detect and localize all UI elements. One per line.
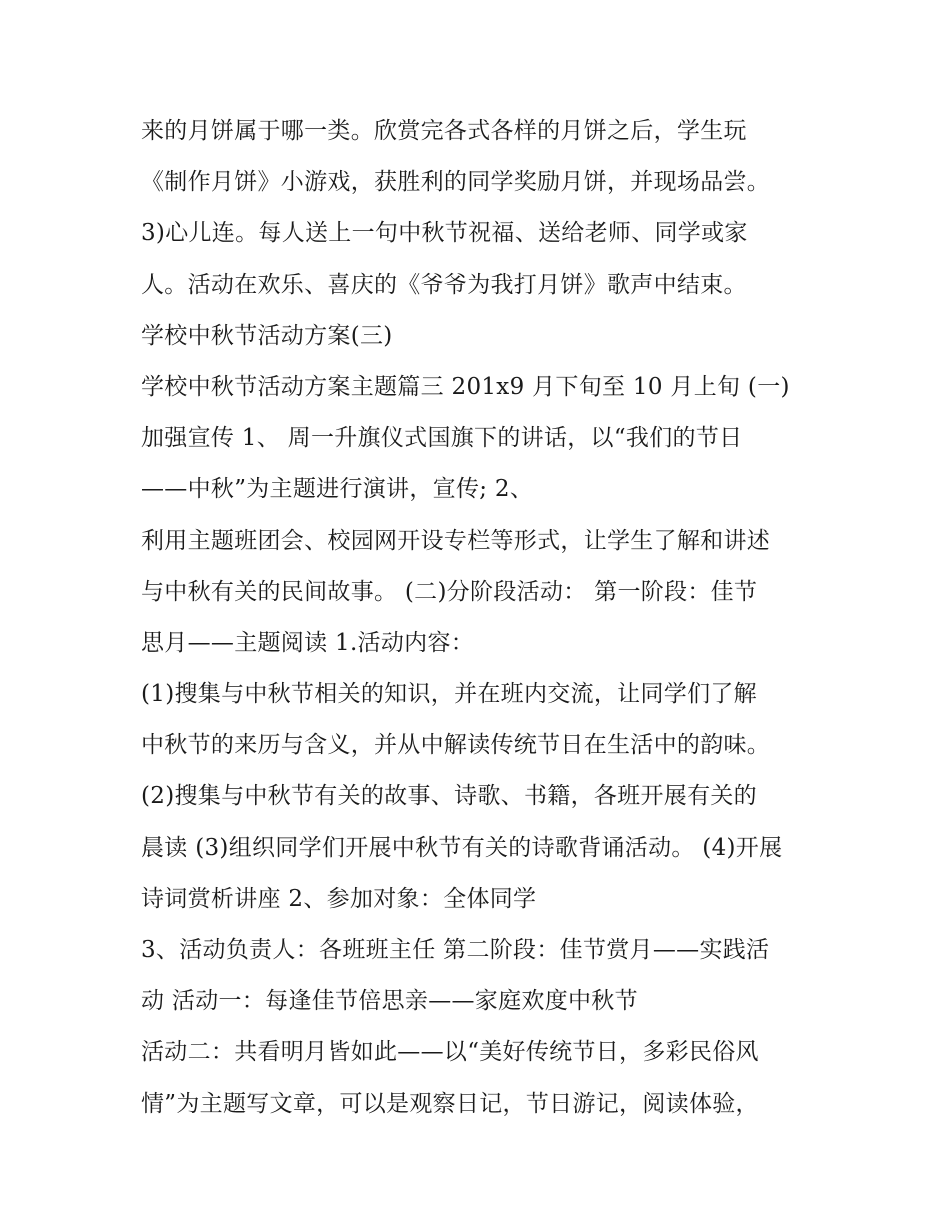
text-line: 利用主题班团会、校园网开设专栏等形式，让学生了解和讲述 [141, 527, 771, 554]
text-line: 3)心儿连。每人送上一句中秋节祝福、送给老师、同学或家 [141, 220, 748, 247]
text-line: 晨读 (3)组织同学们开展中秋节有关的诗歌背诵活动。 (4)开展 [141, 834, 783, 861]
text-line: 3、活动负责人：各班班主任 第二阶段：佳节赏月——实践活 [141, 937, 770, 963]
text-line: 情”为主题写文章，可以是观察日记，节日游记，阅读体验， [141, 1090, 759, 1117]
section-heading: 学校中秋节活动方案(三) [141, 322, 393, 349]
text-line: 来的月饼属于哪一类。欣赏完各式各样的月饼之后，学生玩 [141, 118, 747, 144]
text-line: 动 活动一：每逢佳节倍思亲——家庭欢度中秋节 [141, 988, 638, 1015]
text-line: 思月——主题阅读 1.活动内容： [141, 629, 475, 656]
text-line: (2)搜集与中秋节有关的故事、诗歌、书籍，各班开展有关的 [141, 783, 757, 810]
document-body [141, 106, 831, 1130]
text-line: 活动二：共看明月皆如此——以“美好传统节日，多彩民俗风 [141, 1039, 759, 1066]
text-line: ——中秋”为主题进行演讲，宣传; 2、 [141, 476, 534, 503]
text-line: 诗词赏析讲座 2、参加对象：全体同学 [141, 885, 537, 912]
text-line: 《制作月饼》小游戏，获胜利的同学奖励月饼，并现场品尝。 [141, 169, 771, 196]
text-line: 中秋节的来历与含义，并从中解读传统节日在生活中的韵味。 [141, 732, 771, 759]
text-line: 人。活动在欢乐、喜庆的《爷爷为我打月饼》歌声中结束。 [141, 271, 747, 298]
text-line: (1)搜集与中秋节相关的知识，并在班内交流，让同学们了解 [141, 681, 757, 708]
text-line: 加强宣传 1、 周一升旗仪式国旗下的讲话，以“我们的节日 [141, 425, 743, 452]
text-line: 学校中秋节活动方案主题篇三 201x9 月下旬至 10 月上旬 (一) [141, 373, 790, 400]
text-line: 与中秋有关的民间故事。 (二)分阶段活动： 第一阶段：佳节 [141, 578, 758, 605]
